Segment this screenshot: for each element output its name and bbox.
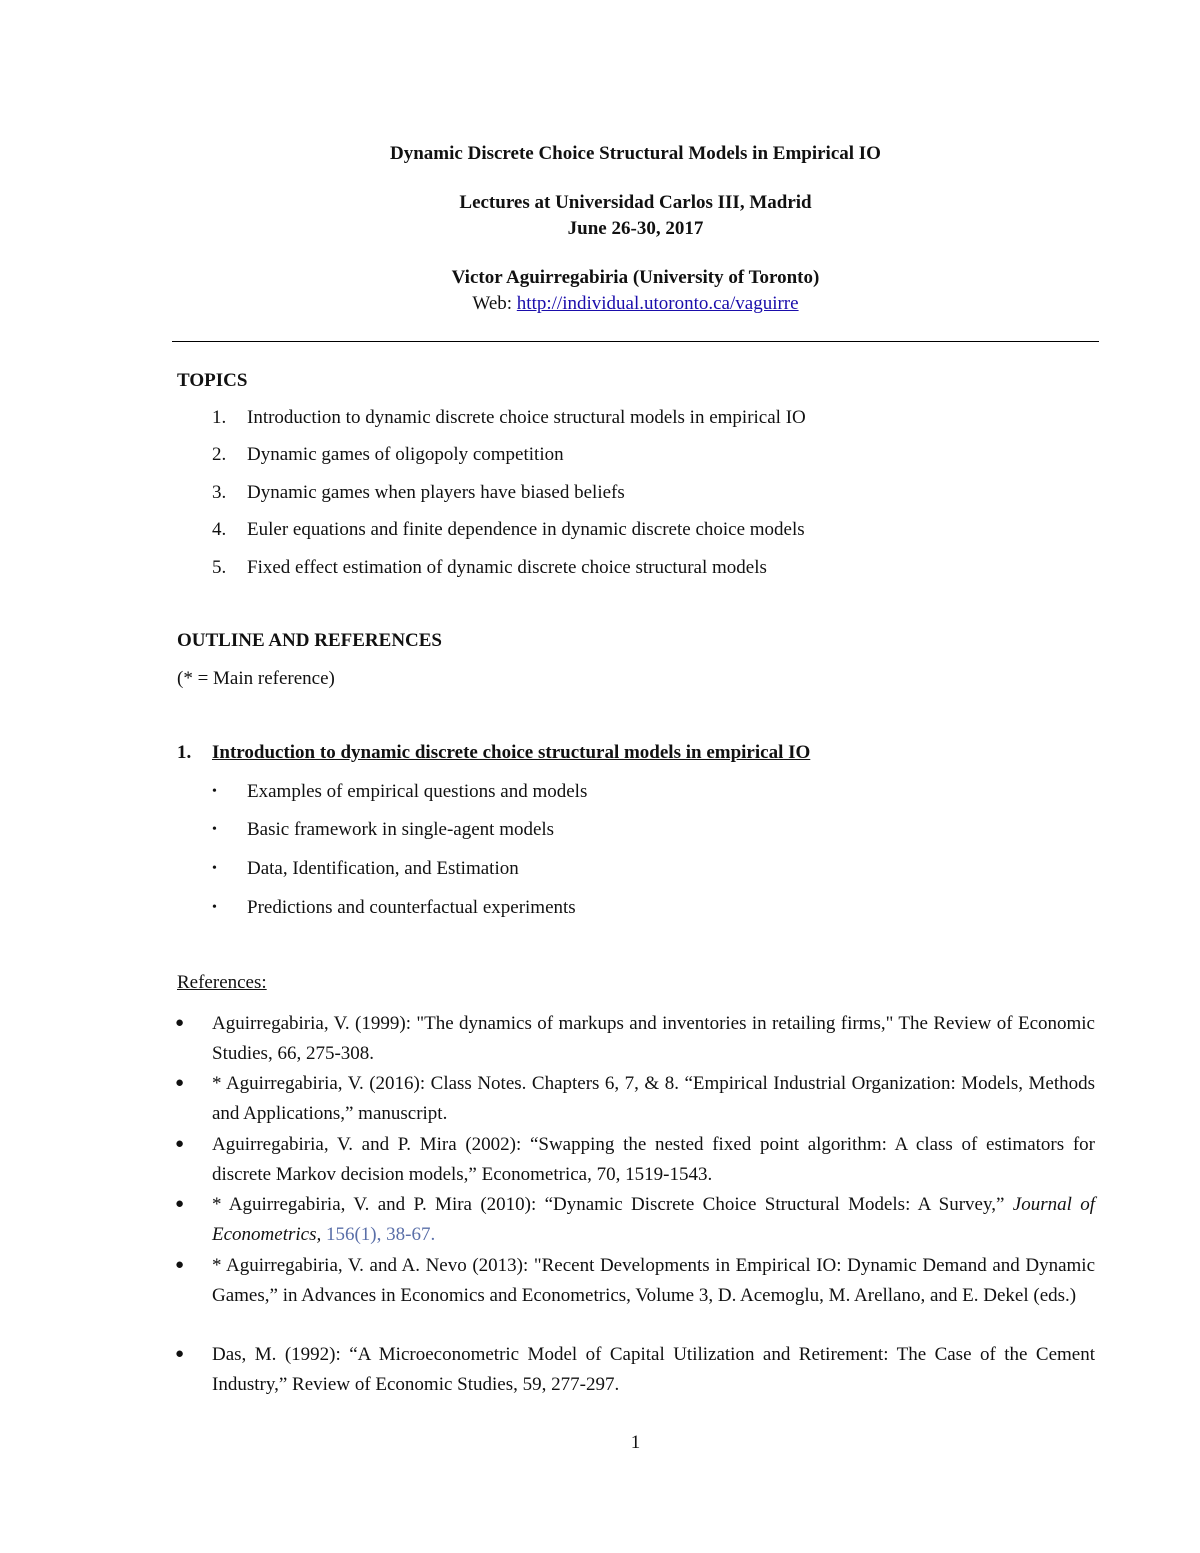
section-heading [177, 742, 810, 764]
bullet-icon: ● [175, 1015, 185, 1031]
topic-text: Euler equations and finite dependence in dynamic discrete choice models [247, 519, 805, 540]
topic-text: Introduction to dynamic discrete choice structural models in empirical IO [247, 407, 806, 428]
topic-item [212, 482, 625, 504]
list-item-text: Basic framework in single-agent models [247, 819, 555, 840]
web-link[interactable]: http://individual.utoronto.ca/vaguirre [516, 293, 799, 314]
reference-text: Das, M. (1992): “A Microeconometric Model of Capital Utilization and Retirement: The Case of the Cement Industry,” Review of Economic Studies, 59, 277-297. [212, 1344, 1095, 1395]
list-item [212, 858, 519, 880]
topic-text: Dynamic games when players have biased beliefs [247, 482, 625, 503]
topics-heading: TOPICS [177, 370, 248, 391]
lecture-dates: June 26-30, 2017 [567, 218, 704, 239]
reference-item [175, 1130, 1095, 1189]
topic-text: Dynamic games of oligopoly competition [247, 444, 564, 465]
page-number: 1 [630, 1432, 641, 1453]
bullet-icon: ● [175, 1346, 185, 1362]
topic-number: 1. [212, 407, 227, 428]
topic-number: 3. [212, 482, 227, 503]
bullet-icon: ● [175, 1075, 185, 1091]
outline-heading: OUTLINE AND REFERENCES [177, 630, 442, 651]
section-title: Introduction to dynamic discrete choice structural models in empirical IO [212, 742, 811, 763]
list-item [212, 897, 576, 919]
bullet-icon: • [212, 861, 217, 876]
topic-item [212, 444, 564, 466]
bullet-icon: ● [175, 1136, 185, 1152]
reference-text: * Aguirregabiria, V. and A. Nevo (2013): "Recent Developments in Empirical IO: Dynamic Demand and Dynamic Games,” in Advances in Economics and Econometrics, Volume 3, D. Acemoglu, M. Arellano, and E. Dekel (eds.) [212, 1255, 1095, 1306]
reference-text: Aguirregabiria, V. and P. Mira (2002): “Swapping the nested fixed point algorithm: A class of estimators for discrete Markov decision models,” Econometrica, 70, 1519-1543. [212, 1134, 1095, 1185]
bullet-icon: ● [175, 1196, 185, 1212]
bullet-icon: ● [175, 1257, 185, 1273]
reference-text: * Aguirregabiria, V. (2016): Class Notes. Chapters 6, 7, & 8. “Empirical Industrial Organization: Models, Methods and Applications,” manuscript. [212, 1073, 1095, 1124]
document-title: Dynamic Discrete Choice Structural Models in Empirical IO [390, 143, 881, 164]
lecture-venue: Lectures at Universidad Carlos III, Madrid [459, 192, 812, 213]
author-name: Victor Aguirregabiria (University of Toronto) [451, 267, 820, 288]
journal-name: Journal of Econometrics, [212, 1194, 1096, 1245]
topic-text: Fixed effect estimation of dynamic discrete choice structural models [247, 557, 767, 578]
bullet-icon: • [212, 900, 217, 915]
bullet-icon: • [212, 822, 217, 837]
list-item-text: Examples of empirical questions and models [247, 781, 588, 802]
outline-note: (* = Main reference) [177, 668, 335, 689]
horizontal-rule [172, 341, 1099, 342]
reference-tail: 156(1), 38-67. [321, 1223, 436, 1245]
reference-main: * Aguirregabiria, V. and P. Mira (2010): “Dynamic Discrete Choice Structural Models: A Survey,” [212, 1194, 1013, 1215]
reference-item [175, 1251, 1095, 1310]
reference-item [175, 1009, 1095, 1068]
topic-item [212, 519, 805, 541]
reference-item [175, 1190, 1095, 1249]
section-number: 1. [177, 742, 192, 763]
topic-number: 4. [212, 519, 227, 540]
list-item-text: Data, Identification, and Estimation [247, 858, 519, 879]
topic-number: 5. [212, 557, 227, 578]
reference-item [175, 1340, 1095, 1399]
list-item [212, 781, 587, 803]
web-label: Web: [472, 293, 517, 314]
reference-text [212, 1190, 1095, 1249]
bullet-icon: • [212, 784, 217, 799]
reference-text: Aguirregabiria, V. (1999): "The dynamics of markups and inventories in retailing firms," The Review of Economic Studies, 66, 275-308. [212, 1013, 1095, 1064]
topic-item [212, 557, 767, 579]
list-item-text: Predictions and counterfactual experiments [247, 897, 576, 918]
topic-number: 2. [212, 444, 227, 465]
web-line [0, 293, 1200, 315]
reference-item [175, 1069, 1095, 1128]
references-heading: References: [177, 972, 267, 993]
topic-item [212, 407, 806, 429]
list-item [212, 819, 554, 841]
